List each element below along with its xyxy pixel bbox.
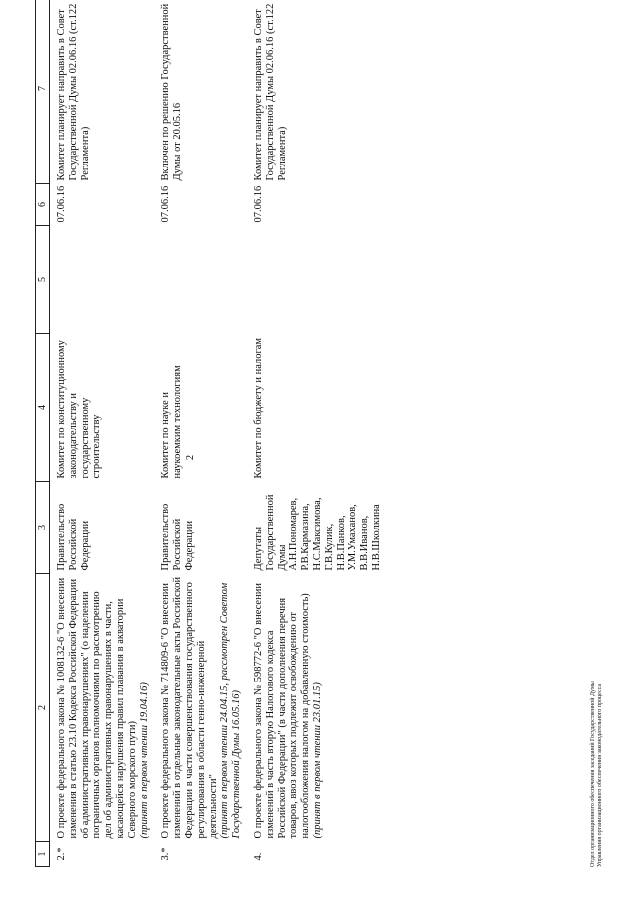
bill-reading-note: (принят в первом чтении 24.04.15, рассмотрен Советом Государственной Думы 16.05.16) xyxy=(219,582,243,839)
status-cell: Включен по решению Государственной Думы от 20.05.16 xyxy=(160,3,184,181)
initiator-cell: Правительство Российской Федерации xyxy=(56,503,91,571)
column-header: 6 xyxy=(36,184,50,226)
bill-description xyxy=(50,574,155,842)
bill-reading-note: (принят в первом чтении 23.01.15) xyxy=(311,682,323,839)
column-header: 7 xyxy=(36,0,50,184)
table-row xyxy=(247,0,387,867)
header-row xyxy=(36,0,50,867)
row-number: 3.* xyxy=(160,847,172,861)
footer-line: Управления организационного обеспечения законодательного процесса xyxy=(597,683,603,867)
bill-description xyxy=(154,574,247,842)
row-number: 4. xyxy=(252,852,264,861)
page-number: 2 xyxy=(185,455,196,460)
date-cell: 07.06.16 xyxy=(56,185,67,223)
bill-title: О проекте федерального закона № 598772-6 "О внесении изменений в часть вторую Налогового кодекса Российской Федерации" (в части дополнения перечня товаров, ввоз которых подлежит освобождению от налогообложения налогом на добавленную стоимость) xyxy=(252,583,312,839)
agenda-table xyxy=(35,0,387,867)
column-header: 4 xyxy=(36,334,50,482)
bill-title: О проекте федерального закона № 1008132-6 "О внесении изменения в статью 23.10 Кодекса Российской Федерации об административных правонарушениях" (о наделении пограничных органов полномочиями по рассмотрению дел об административных правонарушениях в части, касающейся нарушения правил плавания в акватории Северного морского пути) xyxy=(56,577,138,839)
agenda-table-wrap xyxy=(35,0,387,867)
row-number: 2.* xyxy=(56,847,67,861)
date-cell: 07.06.16 xyxy=(160,185,172,223)
bill-description xyxy=(247,574,387,842)
column-header: 5 xyxy=(36,226,50,334)
bill-reading-note: (принят в первом чтении 19.04.16) xyxy=(138,682,150,839)
column-header: 1 xyxy=(36,842,50,867)
column5-cell xyxy=(247,226,387,334)
committee-cell: Комитет по науке и наукоемким технологиям xyxy=(160,365,184,479)
committee-cell: Комитет по конституционному законодательству и государственному строительству xyxy=(56,340,103,479)
footer-line: Отдел организационного обеспечения заседаний Государственной Думы xyxy=(590,681,596,867)
column-header: 2 xyxy=(36,574,50,842)
committee-cell: Комитет по бюджету и налогам xyxy=(252,337,264,479)
date-cell: 07.06.16 xyxy=(252,185,264,223)
column5-cell xyxy=(154,226,247,334)
table-row xyxy=(154,0,247,867)
initiator-cell: Депутаты Государственной Думы А.Н.Пономарев, Р.В.Кармазина, Н.С.Максимова, Г.В.Кулик, Н.В.Панков, У.М.Умаханов, В.В.Иванов, Н.В.Школкина xyxy=(252,494,382,571)
footer xyxy=(590,681,604,867)
column-header: 3 xyxy=(36,482,50,574)
table-row xyxy=(50,0,155,867)
bill-title: О проекте федерального закона № 714809-6 "О внесении изменений в отдельные законодательные акты Российской Федерации в части совершенствования государственного регулирования в области генно-инженерной деятельности" xyxy=(160,576,219,839)
status-cell: Комитет планирует направить в Совет Государственной Думы 02.06.16 (ст.122 Регламента) xyxy=(56,3,91,181)
column5-cell xyxy=(50,226,155,334)
status-cell: Комитет планирует направить в Совет Государственной Думы 02.06.16 (ст.122 Регламента) xyxy=(252,3,288,181)
initiator-cell: Правительство Российской Федерации xyxy=(160,503,195,571)
